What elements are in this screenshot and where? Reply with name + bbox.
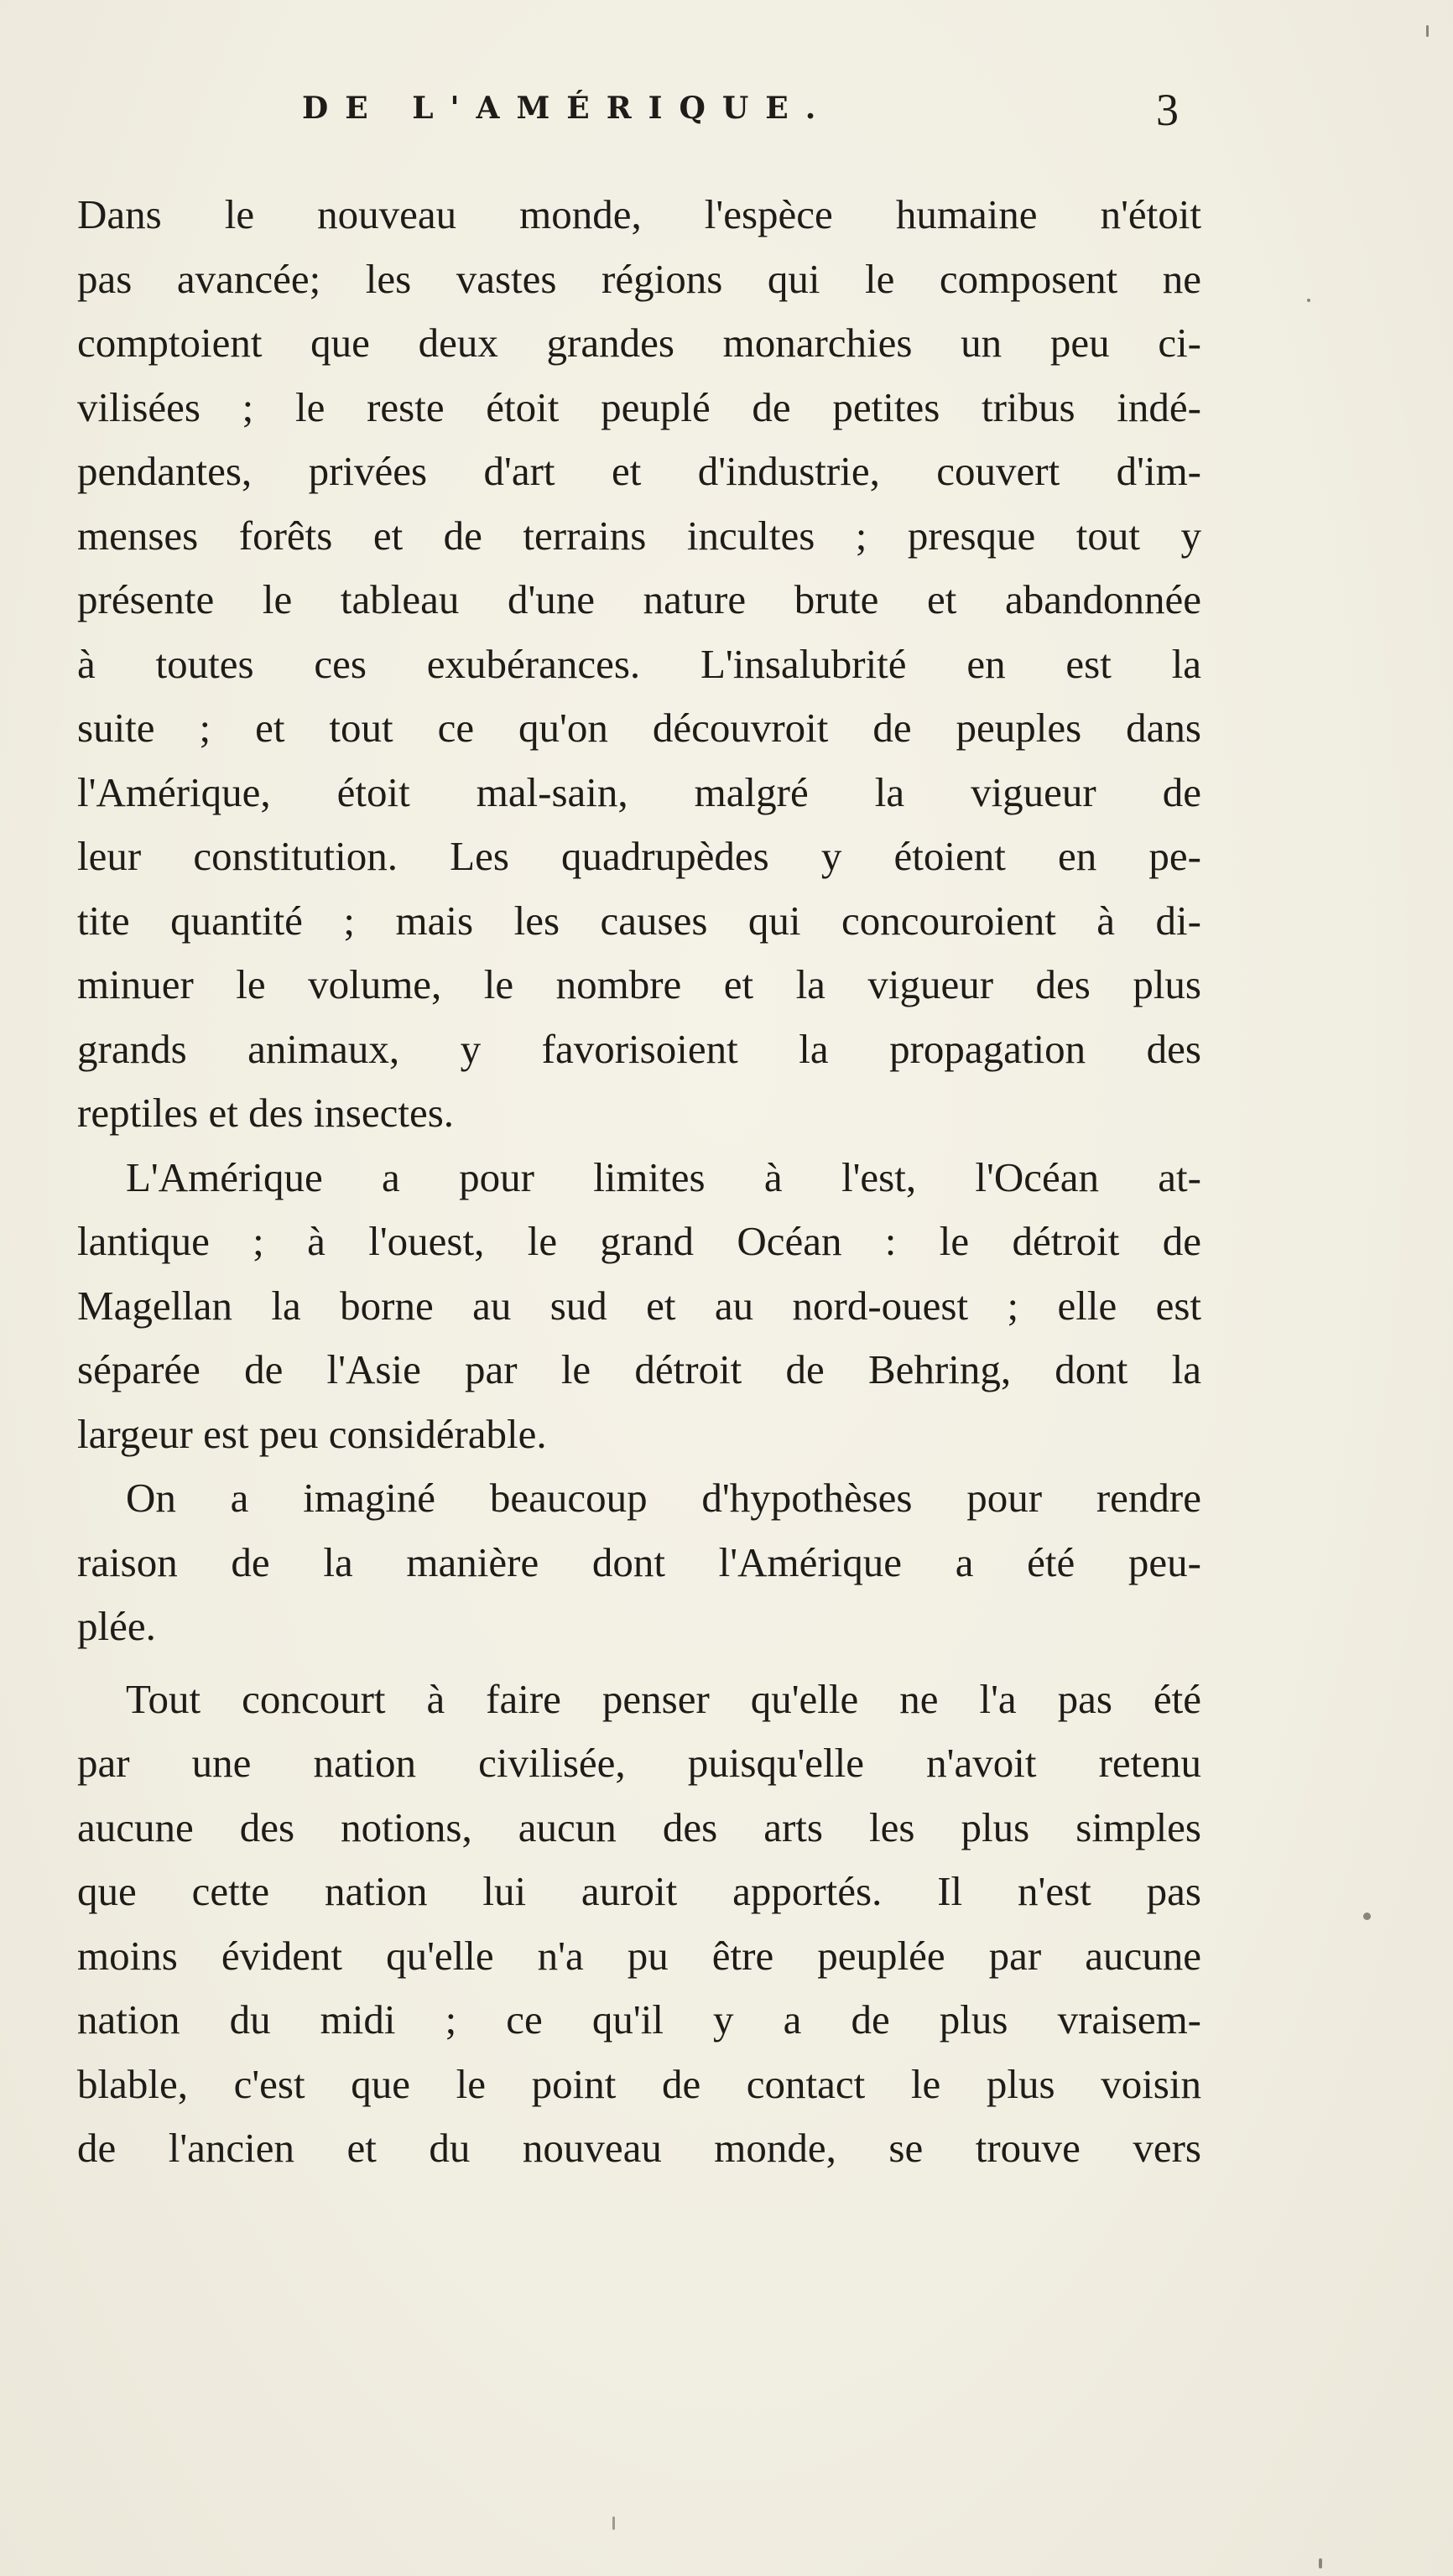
text-line: pas avancée; les vastes régions qui le composent ne bbox=[77, 255, 1201, 302]
text-line: comptoient que deux grandes monarchies un peu ci- bbox=[77, 320, 1201, 366]
page-number: 3 bbox=[1156, 85, 1179, 135]
text-line: suite ; et tout ce qu'on découvroit de peuples dans bbox=[77, 705, 1201, 751]
text-line: On a imaginé beaucoup d'hypothèses pour rendre bbox=[126, 1475, 1201, 1521]
paper-speck bbox=[1363, 1912, 1371, 1920]
text-line: Magellan la borne au sud et au nord-ouest ; elle est bbox=[77, 1282, 1201, 1329]
body-text bbox=[77, 183, 1201, 2181]
text-line: pendantes, privées d'art et d'industrie, couvert d'im- bbox=[77, 448, 1201, 494]
running-head: DE L'AMÉRIQUE. bbox=[302, 91, 833, 126]
paper-speck bbox=[1307, 299, 1310, 302]
text-line: vilisées ; le reste étoit peuplé de petites tribus indé- bbox=[77, 383, 1201, 430]
paper-speck bbox=[1319, 2558, 1322, 2568]
text-line: reptiles et des insectes. bbox=[77, 1090, 455, 1136]
text-line: raison de la manière dont l'Amérique a été peu- bbox=[77, 1538, 1201, 1585]
text-line: Dans le nouveau monde, l'espèce humaine n'étoit bbox=[77, 191, 1201, 237]
text-line: largeur est peu considérable. bbox=[77, 1410, 547, 1457]
text-line: séparée de l'Asie par le détroit de Behring, dont la bbox=[77, 1346, 1201, 1392]
text-line: présente le tableau d'une nature brute et abandonnée bbox=[77, 576, 1201, 622]
text-line: nation du midi ; ce qu'il y a de plus vraisem- bbox=[77, 1996, 1201, 2043]
text-line: lantique ; à l'ouest, le grand Océan : le détroit de bbox=[77, 1218, 1201, 1264]
text-line: L'Amérique a pour limites à l'est, l'Océan at- bbox=[126, 1153, 1201, 1200]
text-line: de l'ancien et du nouveau monde, se trouve vers bbox=[77, 2125, 1201, 2171]
paper-speck bbox=[612, 2516, 615, 2530]
text-line: plée. bbox=[77, 1603, 156, 1649]
text-line: Tout concourt à faire penser qu'elle ne l'a pas été bbox=[126, 1675, 1201, 1722]
text-line: que cette nation lui auroit apportés. Il n'est pas bbox=[77, 1868, 1201, 1914]
text-line: leur constitution. Les quadrupèdes y étoient en pe- bbox=[77, 833, 1201, 879]
text-line: minuer le volume, le nombre et la vigueur des plus bbox=[77, 961, 1201, 1007]
text-line: grands animaux, y favorisoient la propagation des bbox=[77, 1025, 1201, 1072]
text-line: blable, c'est que le point de contact le plus voisin bbox=[77, 2060, 1201, 2107]
text-line: à toutes ces exubérances. L'insalubrité en est la bbox=[77, 640, 1201, 687]
paper-speck bbox=[1426, 25, 1429, 37]
text-line: par une nation civilisée, puisqu'elle n'avoit retenu bbox=[77, 1740, 1201, 1786]
text-line: aucune des notions, aucun des arts les plus simples bbox=[77, 1803, 1201, 1850]
text-line: menses forêts et de terrains incultes ; presque tout y bbox=[77, 512, 1201, 559]
text-line: tite quantité ; mais les causes qui concouroient à di- bbox=[77, 897, 1201, 944]
text-line: l'Amérique, étoit mal-sain, malgré la vigueur de bbox=[77, 768, 1201, 815]
text-line: moins évident qu'elle n'a pu être peuplée par aucune bbox=[77, 1932, 1201, 1979]
